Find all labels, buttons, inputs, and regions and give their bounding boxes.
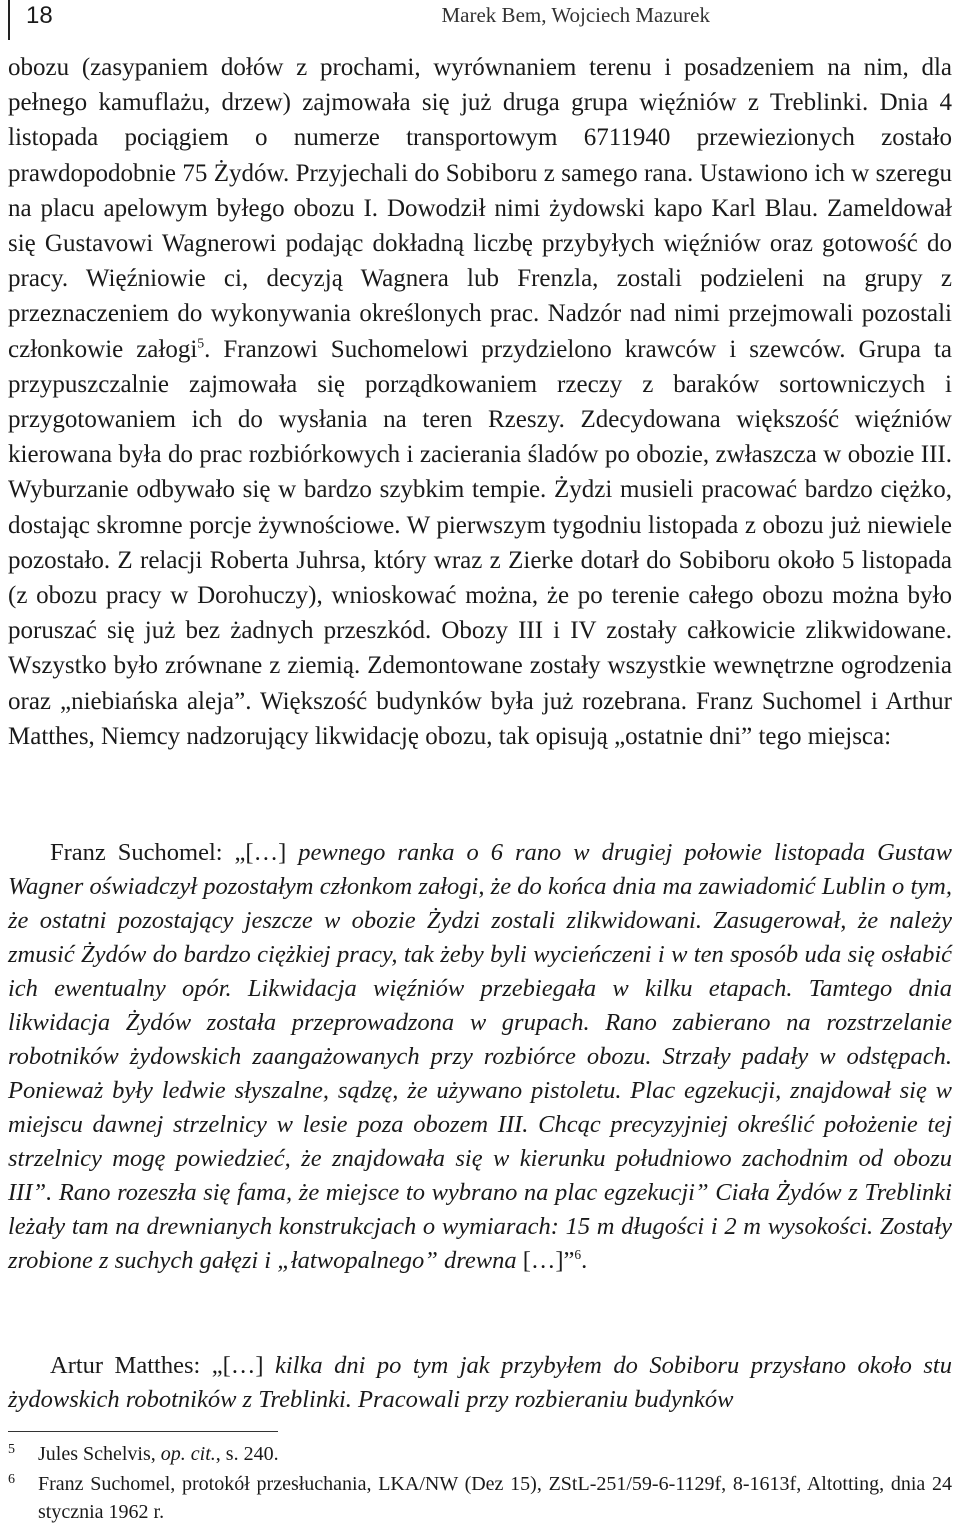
page-number-rule [8, 0, 10, 40]
footnotes [8, 1440, 952, 1528]
quote-matthes [8, 1349, 952, 1417]
page-header [0, 0, 960, 42]
quote-end: . [581, 1247, 588, 1274]
footnote-text-end: , s. 240. [215, 1443, 279, 1465]
quote-speaker: Artur Matthes: „[…] [50, 1352, 275, 1379]
footnote-text: Jules Schelvis, [38, 1443, 161, 1465]
body-text-part-2: . Franzowi Suchomelowi przydzielono krawców i szewców. Grupa ta przypuszczalnie zajmowała się porządkowaniem rzeczy z baraków sortowniczych i przygotowaniem ich do wysłania na teren Rzeszy. Zdecydowana większość więźniów kierowana była do prac rozbiórkowych i zacierania śladów po obozie, zwłaszcza w obozie III. Wyburzanie odbywało się w bardzo szybkim tempie. Żydzi musieli pracować bardzo ciężko, dostając skromne porcje żywnościowe. W pierwszym tygodniu listopada z obozu już niewiele pozostało. Z relacji Roberta Juhrsa, który wraz z Zierke dotarł do Sobiboru około 5 listopada (z obozu pracy w Dorohuczy), wnioskować można, że po terenie całego obozu można było poruszać się już bez żadnych przeszkód. Obozy III i IV zostały całkowicie zlikwidowane. Wszystko było zrównane z ziemią. Zdemontowane zostały wszystkie wewnętrzne ogrodzenia oraz „niebiańska aleja”. Większość budynków była już rozebrana. Franz Suchomel i Arthur Matthes, Niemcy nadzorujący likwidację obozu, tak opisują „ostatnie dni” tego miejsca: [8, 335, 952, 750]
quote-suchomel [8, 836, 952, 1278]
footnote-5 [8, 1440, 952, 1468]
body-text-part-1: obozu (zasypaniem dołów z prochami, wyrównaniem terenu i posadzeniem na nim, dla pełnego kamuflażu, drzew) zajmowała się już druga grupa więźniów z Treblinki. Dnia 4 listopada pociągiem o numerze transportowym 6711940 przewiezionych zostało prawdopodobnie 75 Żydów. Przyjechali do Sobiboru z samego rana. Ustawiono ich w szeregu na placu apelowym byłego obozu I. Dowodził nimi żydowski kapo Karl Blau. Zameldował się Gustavowi Wagnerowi podając dokładną liczbę przybyłych więźniów oraz gotowość do pracy. Więźniowie ci, decyzją Wagnera lub Frenzla, zostali podzieleni na grupy z przeznaczeniem do wykonywania określonych prac. Nadzór nad nimi przejmowali pozostali członkowie załogi [8, 54, 952, 363]
quote-text: pewnego ranka o 6 rano w drugiej połowie listopada Gustaw Wagner oświadczył pozostałym członkom załogi, że do końca dnia ma zawiadomić Lublin o tym, że ostatni pozostający jeszcze w obozie Żydzi zostali zlikwidowani. Zasugerował, że należy zmusić Żydów do bardzo ciężkiej pracy, tak żeby byli wycieńczeni i w ten sposób uda się osłabić ich ewentualny opór. Likwidacja więźniów przebiegała w kilku etapach. Tamtego dnia likwidacja Żydów została przeprowadzona w grupach. Rano zabierano na rozstrzelanie robotników żydowskich zaangażowanych przy rozbiórce obozu. Strzały padały w odstępach. Ponieważ były ledwie słyszalne, sądzę, że używano pistoletu. Plac egzekucji, znajdował się w miejscu dawnej strzelnicy w lesie poza obozem III. Chcąc precyzyjniej określić położenie tej strzelnicy mogę powiedzieć, że znajdowała się w kierunku południowo zachodnim od obozu III”. Rano rozeszła się fama, że miejsce to wybrano na plac egzekucji” Ciała Żydów z Treblinki leżały tam na drewnianych konstrukcjach o wymiarach: 15 m długości i 2 m wysokości. Zostały zrobione z suchych gałęzi i „łatwopalnego” drewna [8, 839, 952, 1274]
footnote-number: 6 [8, 1472, 15, 1487]
page-number: 18 [26, 2, 53, 29]
running-head-authors: Marek Bem, Wojciech Mazurek [441, 3, 710, 27]
quote-closing: […]” [516, 1247, 575, 1274]
quote-text: kilka dni po tym jak przybyłem do Sobiboru przysłano około stu żydowskich robotników z Treblinki. Pracowali przy rozbieraniu budynków [8, 1352, 952, 1413]
body-paragraph [8, 50, 952, 754]
footnote-6 [8, 1470, 952, 1526]
footnote-reference-5[interactable]: 5 [197, 335, 205, 351]
footnote-citation-italic: op. cit. [160, 1443, 216, 1465]
quote-speaker: Franz Suchomel: „[…] [50, 839, 299, 866]
footnote-number: 5 [8, 1442, 15, 1457]
footnote-reference-6[interactable]: 6 [574, 1246, 582, 1262]
footnote-divider [8, 1431, 278, 1432]
footnote-text: Franz Suchomel, protokół przesłuchania, LKA/NW (Dez 15), ZStL-251/59-6-1129f, 8-1613f, Altotting, dnia 24 stycznia 1962 r. [38, 1473, 952, 1523]
